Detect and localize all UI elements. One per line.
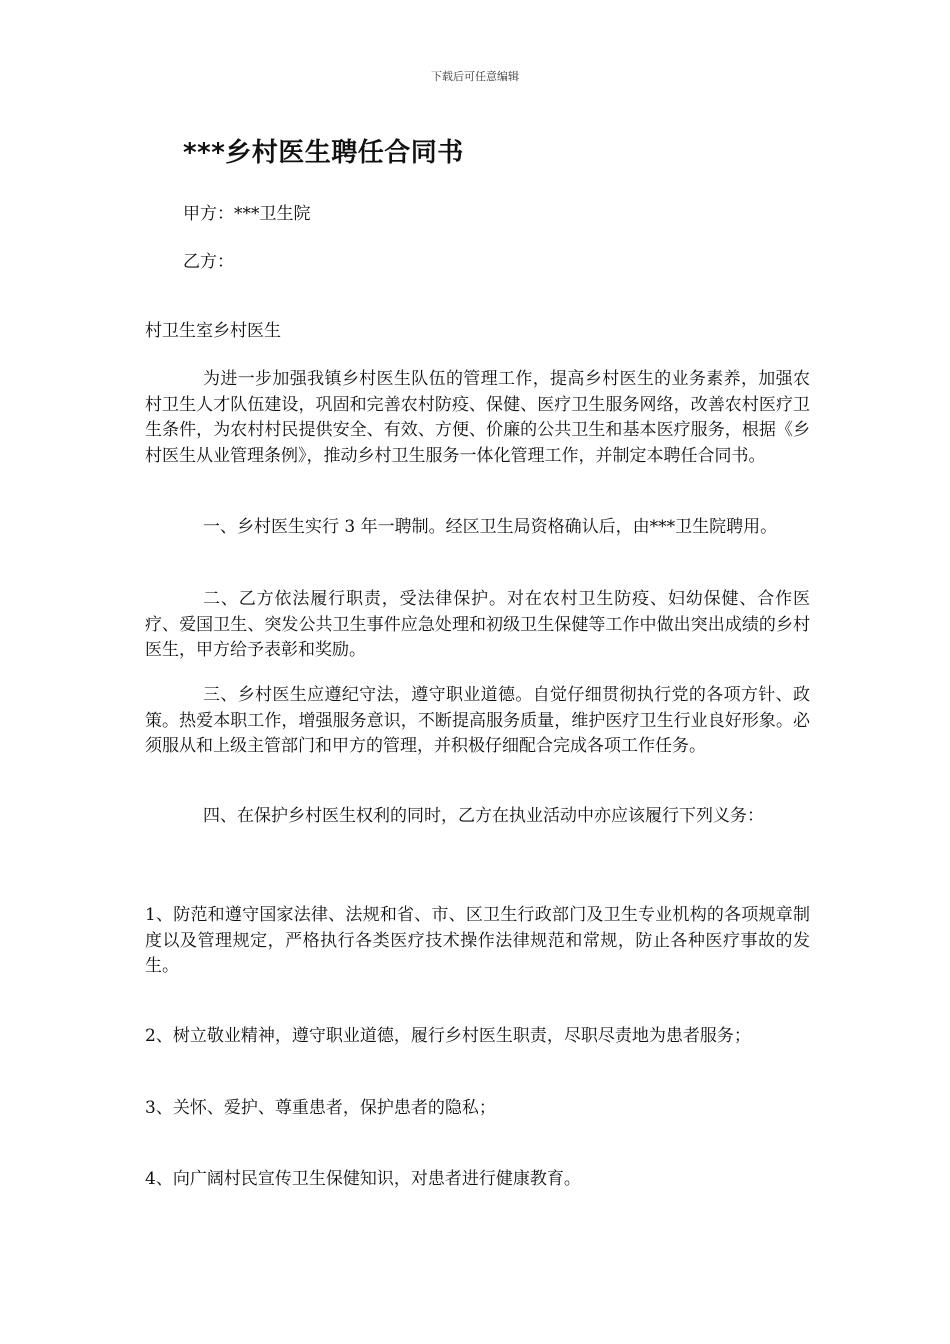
page-header-note: 下载后可任意编辑 xyxy=(431,70,519,83)
clinic-line: 村卫生室乡村医生 xyxy=(145,321,281,341)
document-title: ***乡村医生聘任合同书 xyxy=(183,138,464,168)
party-a-line: 甲方：***卫生院 xyxy=(183,204,311,224)
preamble-paragraph: 为进一步加强我镇乡村医生队伍的管理工作，提高乡村医生的业务素养，加强农村卫生人才队伍建设，巩固和完善农村防疫、保健、医疗卫生服务网络，改善农村医疗卫生条件，为农村村民提供安全、有效、方便、价廉的公共卫生和基本医疗服务，根据《乡村医生从业管理条例》，推动乡村卫生服务一体化管理工作，并制定本聘任合同书。 xyxy=(145,369,810,466)
duty-item-2: 2、树立敬业精神，遵守职业道德，履行乡村医生职责，尽职尽责地为患者服务； xyxy=(145,1026,751,1046)
clause-4-paragraph: 四、在保护乡村医生权利的同时，乙方在执业活动中亦应该履行下列义务： xyxy=(203,806,764,826)
duty-item-1: 1、防范和遵守国家法律、法规和省、市、区卫生行政部门及卫生专业机构的各项规章制度以及管理规定，严格执行各类医疗技术操作法律规范和常规，防止各种医疗事故的发生。 xyxy=(145,905,810,976)
duty-item-3: 3、关怀、爱护、尊重患者，保护患者的隐私； xyxy=(145,1098,496,1118)
clause-1-paragraph: 一、乡村医生实行 3 年一聘制。经区卫生局资格确认后，由***卫生院聘用。 xyxy=(203,517,778,537)
clause-2-paragraph: 二、乙方依法履行职责，受法律保护。对在农村卫生防疫、妇幼保健、合作医疗、爱国卫生、突发公共卫生事件应急处理和初级卫生保健等工作中做出突出成绩的乡村医生，甲方给予表彰和奖励。 xyxy=(145,589,810,660)
party-b-line: 乙方： xyxy=(183,252,234,272)
clause-3-paragraph: 三、乡村医生应遵纪守法，遵守职业道德。自觉仔细贯彻执行党的各项方针、政策。热爱本职工作，增强服务意识，不断提高服务质量，维护医疗卫生行业良好形象。必须服从和上级主管部门和甲方的管理，并积极仔细配合完成各项工作任务。 xyxy=(145,685,810,756)
duty-item-4: 4、向广阔村民宣传卫生保健知识，对患者进行健康教育。 xyxy=(145,1169,581,1189)
